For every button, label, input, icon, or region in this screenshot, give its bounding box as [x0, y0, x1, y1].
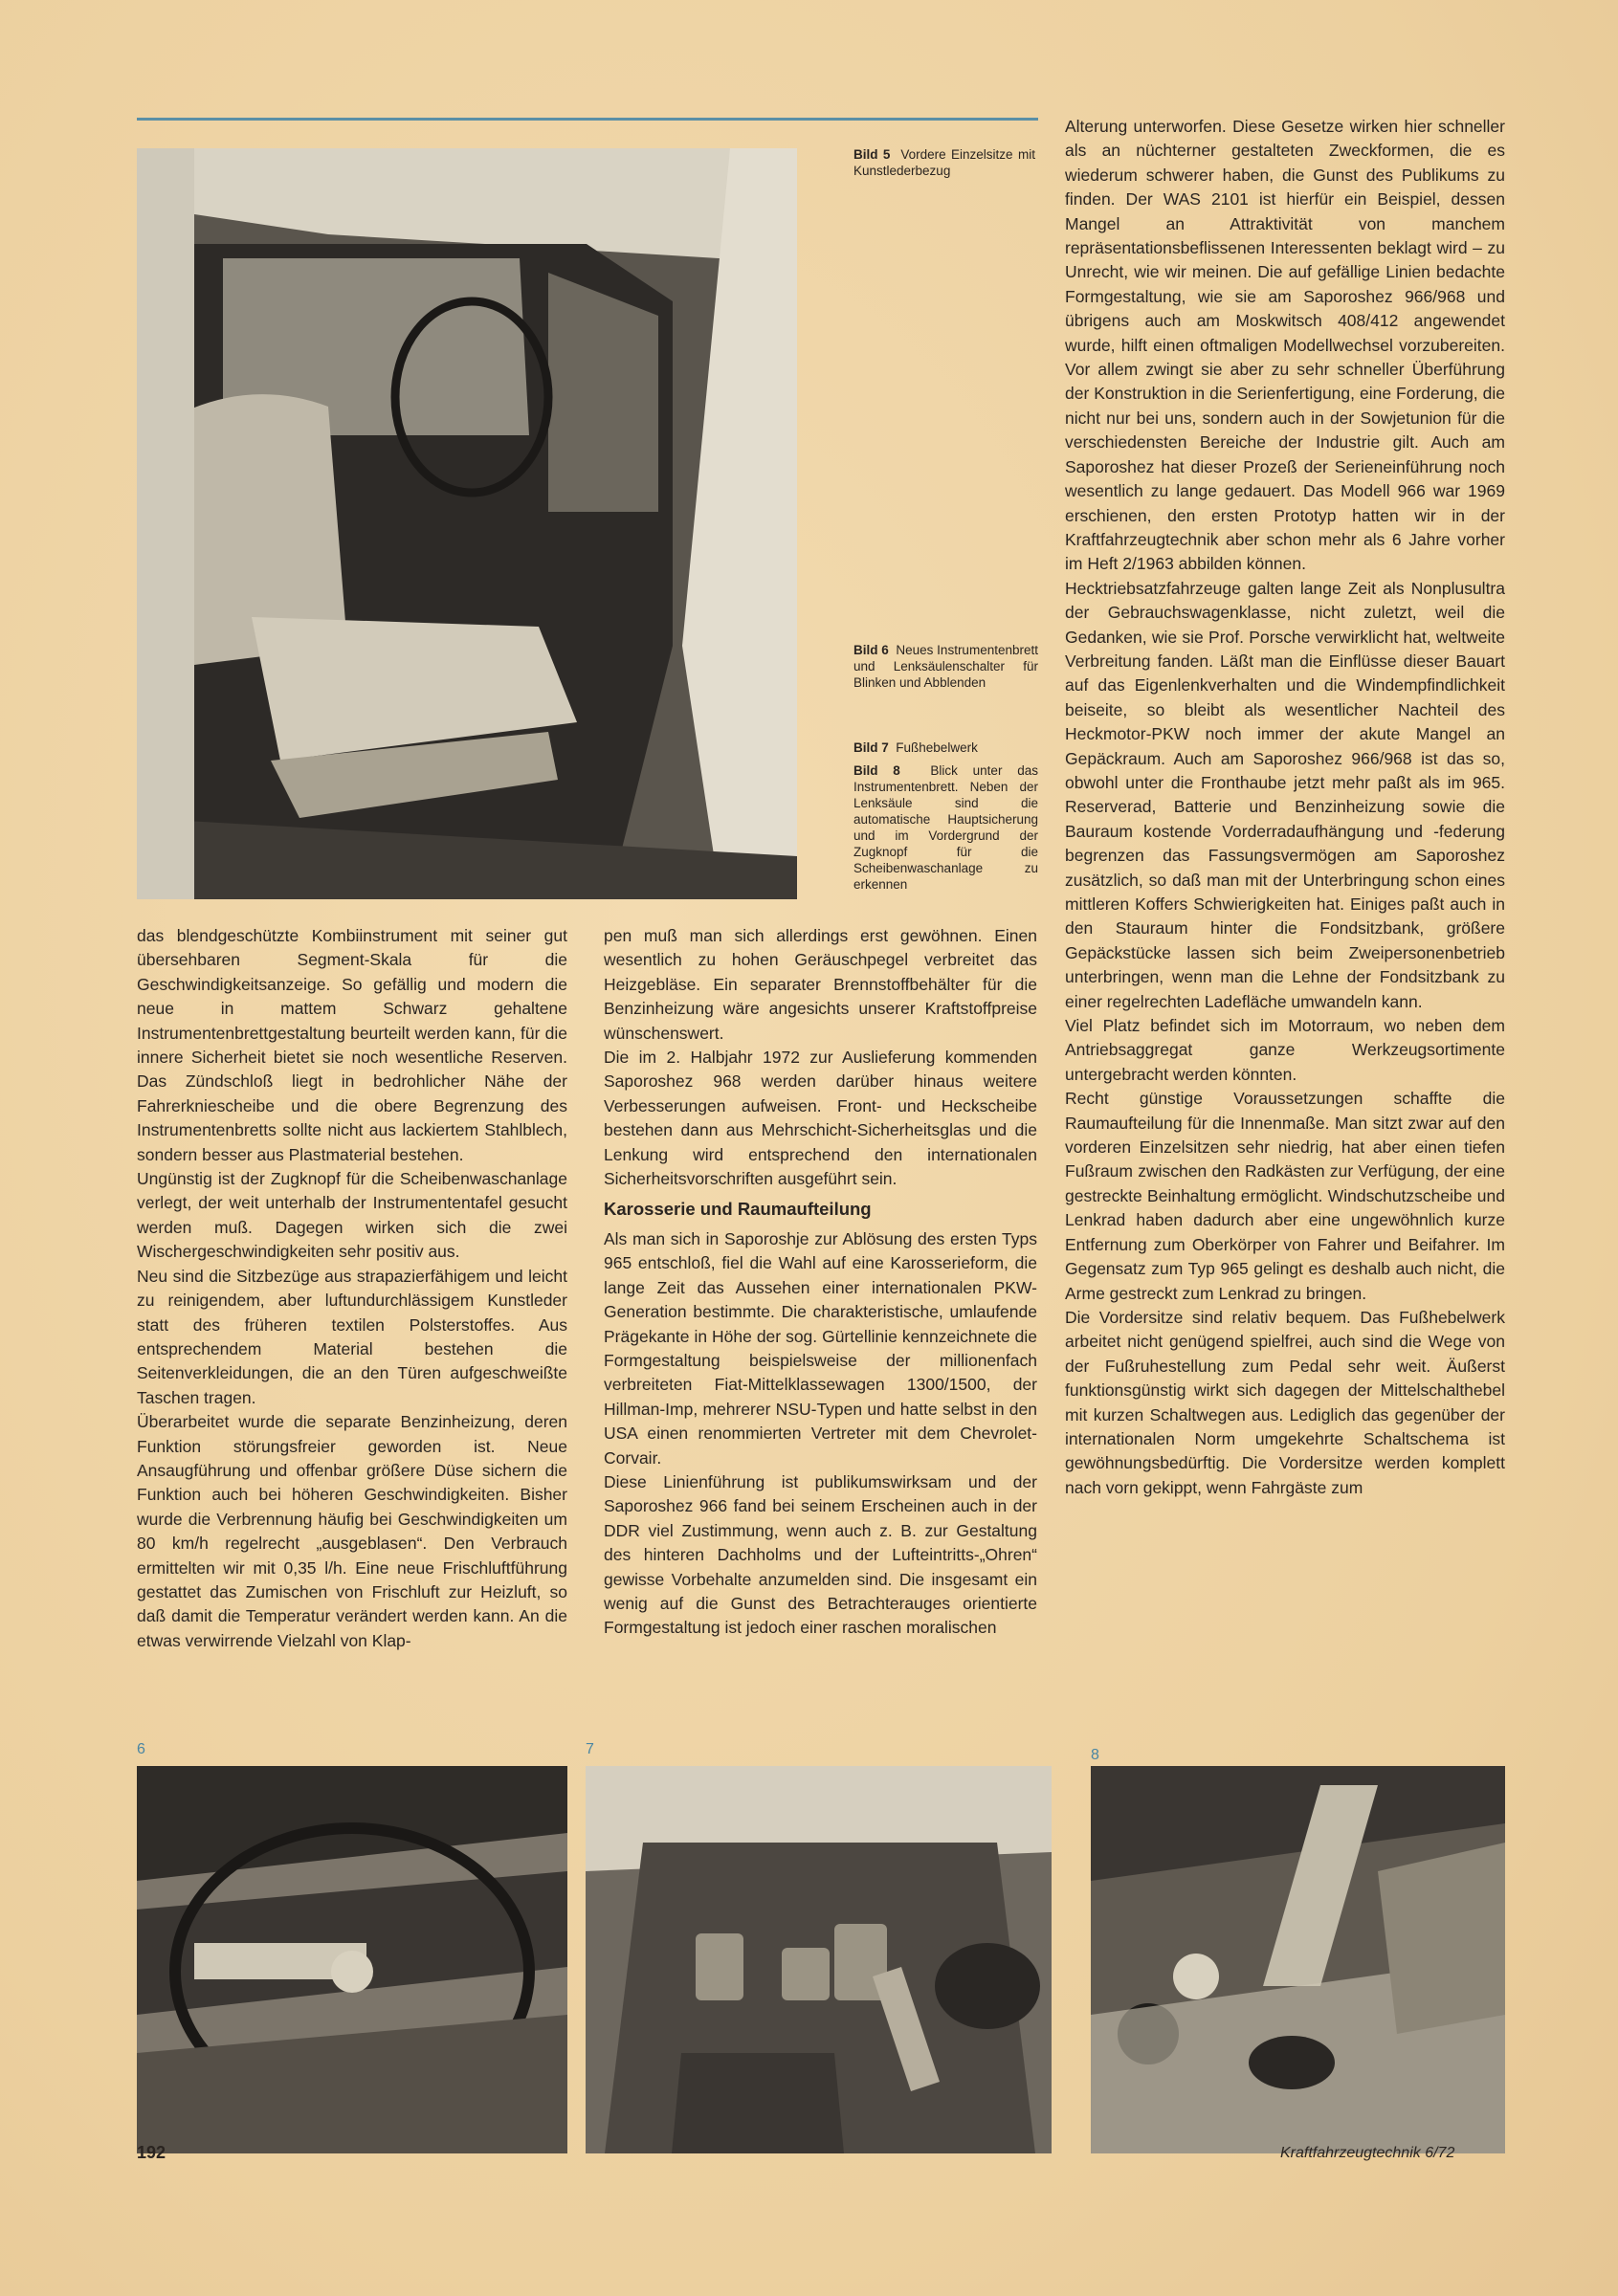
photo-under-dashboard: [1091, 1766, 1505, 2153]
caption-label: Bild 5: [853, 147, 891, 162]
figure-number-7: 7: [586, 1741, 594, 1757]
photo-pedals: [586, 1766, 1052, 2153]
paragraph: pen muß man sich allerdings erst gewöhnen. Einen wesentlich zu hohen Geräuschpegel verbreitet das Heizgebläse. Ein separater Brennstoffbehälter für die Benzinheizung wäre angesichts unserer Kraftstoffpreise wünschenswert.: [604, 926, 1037, 1043]
caption-text: Vordere Einzelsitze mit Kunstlederbezug: [853, 147, 1035, 178]
section-heading: Karosserie und Raumaufteilung: [604, 1199, 872, 1220]
caption-label: Bild 7: [853, 740, 889, 755]
top-rule: [137, 118, 1038, 121]
journal-footer: Kraftfahrzeugtechnik 6/72: [1280, 2145, 1455, 2161]
caption-bild-5: [853, 146, 1035, 179]
paragraph: Neu sind die Sitzbezüge aus strapazierfähigem und leicht zu reinigendem, aber luftundurchlässigem Kunstleder statt des früheren textilen Polsterstoffes. Aus entsprechendem Material bestehen die Seitenverkleidungen, die an den Türen aufgeschweißte Taschen tragen.: [137, 1266, 567, 1407]
paragraph: Als man sich in Saporoshje zur Ablösung des ersten Typs 965 entschloß, fiel die Wahl auf eine Karosserieform, die lange Zeit das Aussehen einer internationalen PKW-Generation bestimmte. Die charakteristische, umlaufende Prägekante in Höhe der sog. Gürtellinie kennzeichnete die Formgestaltung beispielsweise der millionenfach verbreiteten Fiat-Mittelklassewagen 1300/1500, der Hillman-Imp, mehrerer NSU-Typen und hatte selbst in den USA einen renommierten Vertreter mit dem Chevrolet-Corvair.: [604, 1228, 1037, 1468]
page-number: 192: [137, 2143, 166, 2162]
caption-bild-7: [853, 740, 1038, 756]
caption-text: Fußhebelwerk: [896, 740, 978, 755]
photo-front-seats: [137, 148, 797, 899]
figure-number-6: 6: [137, 1741, 145, 1757]
paragraph: Ungünstig ist der Zugknopf für die Scheibenwaschanlage verlegt, der weit unterhalb der Instrumententafel gesucht werden muß. Dagegen wirken sich die zwei Wischergeschwindigkeiten sehr positiv aus.: [137, 1169, 567, 1262]
paragraph: Die im 2. Halbjahr 1972 zur Auslieferung kommenden Saporoshez 968 werden darüber hinaus weitere Verbesserungen aufweisen. Front- und Heckscheibe bestehen dann aus Mehrschicht-Sicherheitsglas und die Lenkung wird entsprechend den internationalen Sicherheitsvorschriften ausgeführt sein.: [604, 1048, 1037, 1189]
caption-text: Blick unter das Instrumentenbrett. Neben der Lenksäule sind die automatische Hauptsicherung und im Vordergrund der Zugknopf für die Scheibenwaschanlage zu erkennen: [853, 763, 1038, 892]
paragraph: Überarbeitet wurde die separate Benzinheizung, deren Funktion störungsfreier geworden ist. Neue Ansaugführung und offenbar größere Düse sichern die Funktion auch bei höheren Geschwindigkeiten. Bisher wurde die Verbrennung häufig bei Geschwindigkeiten um 80 km/h regelrecht „ausgeblasen“. Den Verbrauch ermittelten wir mit 0,35 l/h. Eine neue Frischluftführung gestattet das Zumischen von Frischluft zur Heizluft, so daß damit die Temperatur verändert werden kann. An die etwas verwirrende Vielzahl von Klap-: [137, 1412, 567, 1650]
paragraph: das blendgeschützte Kombiinstrument mit seiner gut übersehbaren Segment-Skala für die Geschwindigkeitsanzeige. So gefällig und modern die neue in mattem Schwarz gehaltene Instrumentenbrettgestaltung beurteilt werden kann, für die innere Sicherheit bietet sie noch wesentliche Reserven. Das Zündschloß liegt in bedrohlicher Nähe der Fahrerkniescheibe und die obere Begrenzung des Instrumentenbretts sollte nicht aus lackiertem Stahlblech, sondern besser aus Plastmaterial bestehen.: [137, 926, 567, 1164]
paragraph: Diese Linienführung ist publikumswirksam und der Saporoshez 966 fand bei seinem Erscheinen auch in der DDR viel Zustimmung, wenn auch z. B. zur Gestaltung des hinteren Dachholms und der Lufteintritts-„Ohren“ gewisse Vorbehalte anzumelden sind. Die insgesamt ein wenig auf die Gunst des Betrachterauges orientierte Formgestaltung ist jedoch einer raschen moralischen: [604, 1471, 1037, 1638]
text-column-2: [604, 924, 1037, 1641]
paragraph: Alterung unterworfen. Diese Gesetze wirken hier schneller als an nüchterner gestalteten Zweckformen, die es wiederum schwerer haben, die Gunst des Publikums zu finden. Der WAS 2101 ist hierfür ein Beispiel, dessen Mangel an Attraktivität von manchem repräsentationsbeflissenen Interessenten beklagt wird – zu Unrecht, wie wir meinen. Die auf gefällige Linien bedachte Formgestaltung, wie sie am Saporoshez 966/968 und übrigens auch am Moskwitsch 408/412 angewendet wurde, hilft einen oftmaligen Modellwechsel vorzubereiten. Vor allem zwingt sie aber zu sehr schneller Überführung der Konstruktion in die Serienfertigung, eine Forderung, die nicht nur bei uns, sondern auch in der Sowjetunion für die verschiedensten Bereiche der Industrie gilt. Auch am Saporoshez hat dieser Prozeß der Serieneinführung noch wesentlich zu lange gedauert. Das Modell 966 war 1969 erschienen, den ersten Prototyp hatten wir in der Kraftfahrzeugtechnik aber schon mehr als 6 Jahre vorher im Heft 2/1963 abbilden können.: [1065, 117, 1505, 574]
figure-number-8: 8: [1091, 1747, 1099, 1763]
paragraph: Hecktriebsatzfahrzeuge galten lange Zeit als Nonplusultra der Gebrauchswagenklasse, nicht zuletzt, weil die Gedanken, wie sie Prof. Porsche verwirklicht hat, weltweite Verbreitung fanden. Läßt man die Einflüsse dieser Bauart auf das Eigenlenkverhalten und die Windempfindlichkeit beiseite, so bleibt als wesentlicher Nachteil des Heckmotor-PKW noch immer der akute Mangel an Gepäckraum. Auch am Saporoshez 966/968 ist das so, obwohl unter die Fronthaube jetzt mehr paßt als im 965. Reserverad, Batterie und Benzinheizung sowie die Bauraum kostende Vorderradaufhängung und -federung begrenzen das Fassungsvermögen am Saporoshez zusätzlich, so daß man mit der Unterbringung schon eines mittleren Koffers Schwierigkeiten hat. Einiges paßt auch in den Stauraum hinter die Fondsitzbank, größere Gepäckstücke lassen sich beim Zweipersonenbetrieb unterbringen, wenn man die Lehne der Fondsitzbank zu einer regelrechten Ladefläche umwandeln kann.: [1065, 578, 1505, 1011]
caption-label: Bild 6: [853, 643, 889, 657]
caption-bild-8: [853, 762, 1038, 893]
paragraph: Die Vordersitze sind relativ bequem. Das Fußhebelwerk arbeitet nicht genügend spielfrei, auch sind die Wege von der Fußruhestellung zum Pedal sehr weit. Äußerst funktionsgünstig wirkt sich dagegen der Mittelschalthebel mit kurzen Schaltwegen aus. Lediglich das gegenüber der internationalen Norm umgekehrte Schaltschema ist gewöhnungsbedürftig. Die Vordersitze werden komplett nach vorn gekippt, wenn Fahrgäste zum: [1065, 1307, 1505, 1497]
caption-bild-6: [853, 642, 1038, 691]
photo-dashboard: [137, 1766, 567, 2153]
paragraph: Viel Platz befindet sich im Motorraum, wo neben dem Antriebsaggregat ganze Werkzeugsortimente untergebracht werden könnten.: [1065, 1016, 1505, 1084]
paragraph: Recht günstige Voraussetzungen schaffte die Raumaufteilung für die Innenmaße. Man sitzt zwar auf den vorderen Einzelsitzen sehr niedrig, hat aber einen tiefen Fußraum zwischen den Radkästen zur Verfügung, der eine gestreckte Beinhaltung ermöglicht. Windschutzscheibe und Lenkrad haben dadurch aber eine ungewöhnlich kurze Entfernung zum Oberkörper von Fahrer und Beifahrer. Im Gegensatz zum Typ 965 gelingt es deshalb auch nicht, die Arme gestreckt zum Lenkrad zu bringen.: [1065, 1089, 1505, 1303]
text-column-3: [1065, 115, 1505, 1500]
caption-text: Neues Instrumentenbrett und Lenksäulenschalter für Blinken und Abblenden: [853, 643, 1038, 690]
text-column-1: [137, 924, 567, 1653]
caption-label: Bild 8: [853, 763, 900, 778]
